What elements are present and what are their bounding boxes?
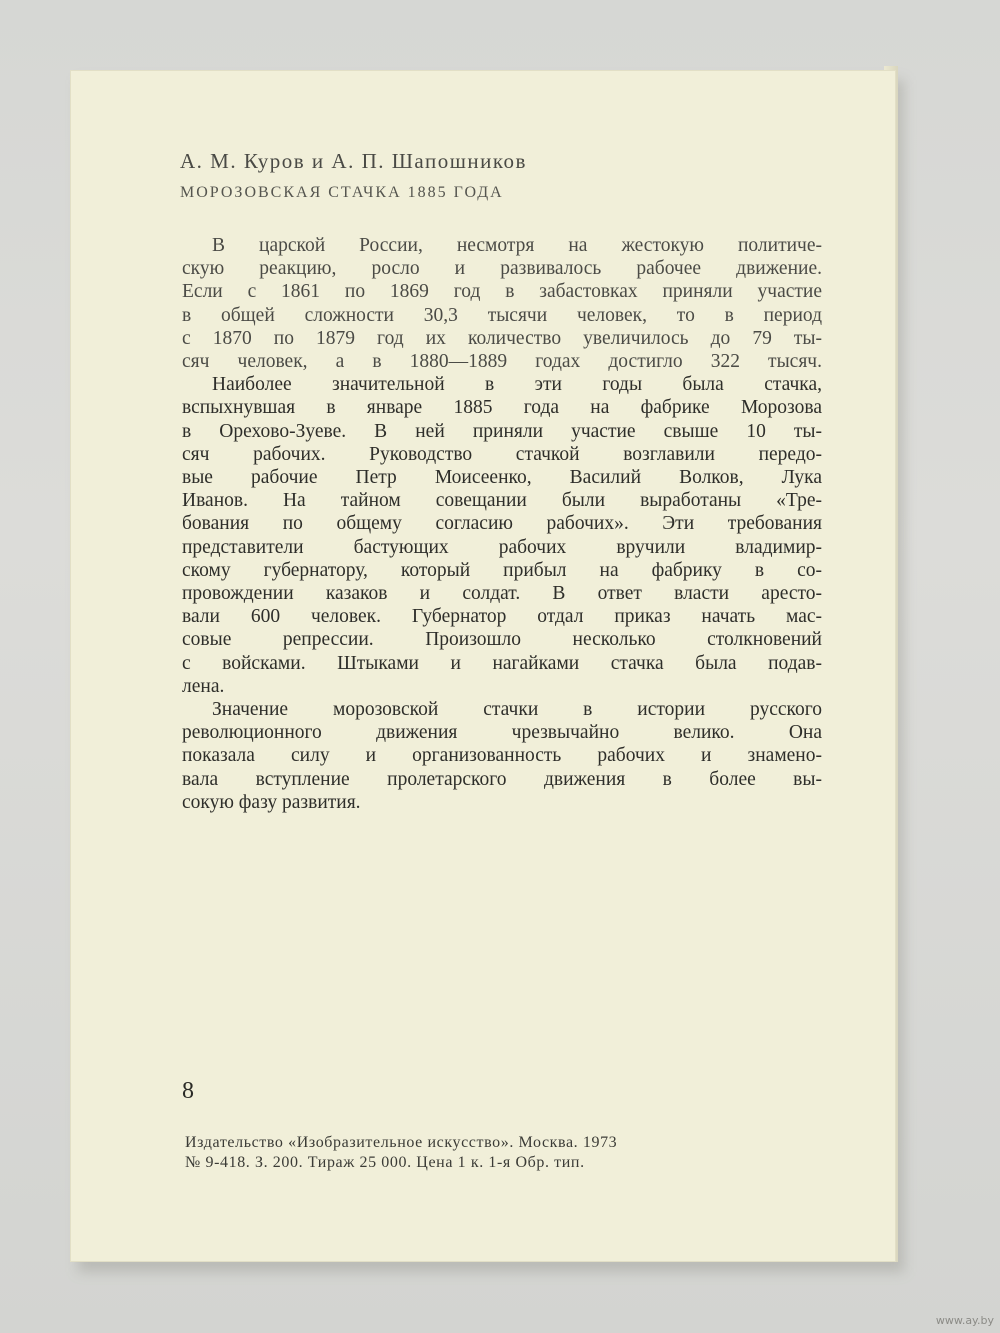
text-line: представители бастующих рабочих вручили владимир- <box>182 536 822 558</box>
text-line: в Орехово-Зуеве. В ней приняли участие свыше 10 ты- <box>182 420 822 442</box>
paragraph-2 <box>182 373 822 698</box>
paragraph-3 <box>182 698 822 814</box>
text-line: вали 600 человек. Губернатор отдал приказ начать мас- <box>182 606 822 628</box>
text-line: революционного движения чрезвычайно велико. Она <box>182 722 822 744</box>
text-line: Если с 1861 по 1869 год в забастовках приняли участие <box>182 281 822 303</box>
text-line: скую реакцию, росло и развивалось рабочее движение. <box>182 258 822 280</box>
watermark: www.ay.by <box>935 1314 994 1327</box>
text-line: показала силу и организованность рабочих и знамено- <box>182 745 822 767</box>
text-line: сокую фазу развития. <box>182 791 361 813</box>
postcard-back <box>70 70 896 1262</box>
text-line: бования по общему согласию рабочих». Эти требования <box>182 513 822 535</box>
text-line: сяч рабочих. Руководство стачкой возглавили передо- <box>182 443 822 465</box>
text-line: с 1870 по 1879 год их количество увеличилось до 79 ты- <box>182 327 822 349</box>
article-title: МОРОЗОВСКАЯ СТАЧКА 1885 ГОДА <box>180 184 504 201</box>
text-line: провождении казаков и солдат. В ответ власти аресто- <box>182 583 822 605</box>
text-line: вала вступление пролетарского движения в более вы- <box>182 768 822 790</box>
imprint-line-1: Издательство «Изобразительное искусство». Москва. 1973 <box>185 1134 618 1151</box>
text-line: Значение морозовской стачки в истории русского <box>212 699 822 721</box>
text-line: Иванов. На тайном совещании были выработаны «Тре- <box>182 490 822 512</box>
text-line: сяч человек, а в 1880—1889 годах достигло 322 тысяч. <box>182 351 822 373</box>
text-line: с войсками. Штыками и нагайками стачка была подав- <box>182 652 822 674</box>
text-line: скому губернатору, который прибыл на фабрику в со- <box>182 559 822 581</box>
text-line: вые рабочие Петр Моисеенко, Василий Волков, Лука <box>182 467 822 489</box>
paragraph-1 <box>182 234 822 373</box>
text-line: лена. <box>182 675 225 697</box>
text-line: совые репрессии. Произошло несколько столкновений <box>182 629 822 651</box>
text-line: В царской России, несмотря на жестокую политиче- <box>212 235 822 256</box>
text-line: Наиболее значительной в эти годы была стачка, <box>212 374 822 396</box>
page-number: 8 <box>182 1078 194 1104</box>
article-body <box>182 234 822 814</box>
publisher-imprint <box>185 1133 805 1173</box>
imprint-line-2: № 9-418. З. 200. Тираж 25 000. Цена 1 к. 1-я Обр. тип. <box>185 1154 585 1171</box>
text-line: в общей сложности 30,3 тысячи человек, то в период <box>182 304 822 326</box>
text-line: вспыхнувшая в январе 1885 года на фабрике Морозова <box>182 397 822 419</box>
authors-line: А. М. Куров и А. П. Шапошников <box>180 149 527 173</box>
